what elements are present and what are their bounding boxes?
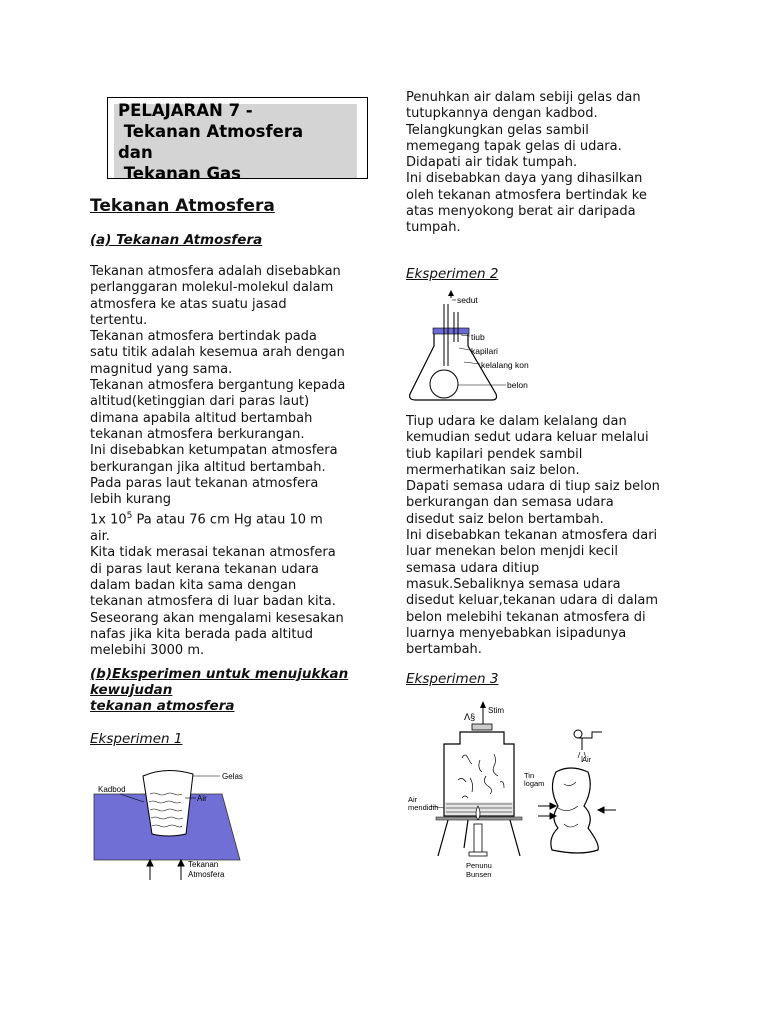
text-line: tiub kapilari pendek sambil bbox=[406, 446, 583, 462]
capillary-tubes bbox=[444, 304, 458, 366]
text-line: lebih kurang bbox=[90, 492, 172, 508]
text-line: altitud(ketinggian dari paras laut) bbox=[90, 394, 310, 410]
pressure-value-line bbox=[90, 508, 345, 529]
text-line: kemudian sedut udara keluar melalui bbox=[406, 430, 649, 446]
label-mendidih: mendidih bbox=[408, 803, 439, 812]
water-tap bbox=[574, 730, 602, 750]
text-line: oleh tekanan atmosfera bertindak ke bbox=[406, 187, 647, 203]
label-kadbod: Kadbod bbox=[98, 785, 126, 794]
label-air: Air bbox=[197, 794, 207, 803]
exp1-glass-diagram bbox=[90, 760, 250, 885]
section-a-heading: (a) Tekanan Atmosfera bbox=[90, 232, 263, 248]
text-line: Ini disebabkan daya yang dihasilkan bbox=[406, 171, 643, 187]
label-tin: Tin bbox=[524, 771, 535, 780]
right-intro-body bbox=[406, 90, 647, 237]
bunsen-burner bbox=[474, 824, 482, 854]
text-line: tertentu. bbox=[90, 312, 148, 328]
lesson-title-line: dan bbox=[118, 143, 153, 162]
text-line: mermerhatikan saiz belon. bbox=[406, 462, 580, 478]
text-line: Tekanan atmosfera bertindak pada bbox=[90, 329, 317, 345]
section-b-heading-line: (b)Eksperimen untuk menujukkan bbox=[90, 666, 349, 682]
lesson-title-line: PELAJARAN 7 - bbox=[118, 101, 253, 120]
text-line: Telangkungkan gelas sambil bbox=[406, 122, 589, 138]
section-a-body bbox=[90, 264, 345, 659]
text-line: Pada paras laut tekanan atmosfera bbox=[90, 475, 319, 491]
main-heading: Tekanan Atmosfera bbox=[90, 196, 275, 216]
label-penunu: Penunu bbox=[466, 861, 492, 870]
text-line: disedut saiz belon bertambah. bbox=[406, 511, 604, 527]
label-sedut: sedut bbox=[457, 295, 478, 305]
text-line: tutupkannya dengan kadbod. bbox=[406, 106, 598, 122]
label-stim: Stim bbox=[488, 706, 504, 715]
text-line: belon melebihi tekanan atmosfera di bbox=[406, 609, 646, 625]
text-line: Seseorang akan mengalami kesesakan bbox=[90, 610, 344, 626]
text-line: dimana apabila altitud bertambah bbox=[90, 410, 313, 426]
upward-arrows bbox=[147, 860, 184, 880]
pressure-suffix: Pa atau 76 cm Hg atau 10 m bbox=[132, 512, 323, 528]
flask-stopper bbox=[433, 328, 469, 334]
text-line: di paras laut kerana tekanan udara bbox=[90, 561, 319, 577]
text-line: tekanan atmosfera berkurangan. bbox=[90, 426, 305, 442]
text-line: berkurangan dan semasa udara bbox=[406, 495, 614, 511]
exp2-body bbox=[406, 414, 660, 658]
text-line: masuk.Sebaliknya semasa udara bbox=[406, 576, 621, 592]
label-kapilari: kapilari bbox=[471, 346, 498, 356]
section-b-heading bbox=[90, 666, 348, 714]
section-b-heading-line: kewujudan bbox=[90, 682, 173, 698]
steam-wisps: ᐱ§ bbox=[464, 712, 476, 722]
exp3-heading: Eksperimen 3 bbox=[406, 671, 499, 687]
crushed-can bbox=[551, 768, 598, 853]
exp3-can-diagram bbox=[406, 698, 618, 884]
exp2-heading: Eksperimen 2 bbox=[406, 266, 499, 282]
text-line: nafas jika kita berada pada altitud bbox=[90, 626, 313, 642]
text-line: dalam badan kita sama dengan bbox=[90, 577, 297, 593]
text-line: Dapati semasa udara di tiup saiz belon bbox=[406, 479, 660, 495]
pressure-prefix: 1x 10 bbox=[90, 512, 127, 528]
lesson-title bbox=[118, 100, 358, 179]
text-line: Tiup udara ke dalam kelalang dan bbox=[406, 414, 627, 429]
label-air-left: Air bbox=[408, 795, 418, 804]
section-b-heading-line: tekanan atmosfera bbox=[90, 698, 235, 714]
label-gelas: Gelas bbox=[222, 772, 243, 781]
label-tekanan: Tekanan bbox=[188, 860, 219, 869]
text-line: tekanan atmosfera di luar badan kita. bbox=[90, 594, 336, 610]
label-air-right: Air bbox=[582, 755, 592, 764]
lesson-title-line: Tekanan Gas bbox=[118, 164, 241, 179]
label-kelalang: kelalang kon bbox=[481, 360, 529, 370]
text-line: perlanggaran molekul-molekul dalam bbox=[90, 280, 334, 296]
text-line: bertambah. bbox=[406, 642, 482, 658]
text-line: Penuhkan air dalam sebiji gelas dan bbox=[406, 90, 641, 105]
label-atmosfera: Atmosfera bbox=[188, 870, 225, 879]
text-line: semasa udara ditiup bbox=[406, 560, 540, 576]
text-line: atmosfera ke atas suatu jasad bbox=[90, 296, 287, 312]
exp1-heading: Eksperimen 1 bbox=[90, 731, 183, 747]
pressure-exponent: 5 bbox=[126, 511, 133, 522]
text-line: Ini disebabkan ketumpatan atmosfera bbox=[90, 443, 338, 459]
text-line: Tekanan atmosfera bergantung kepada bbox=[90, 378, 346, 394]
text-line: atas menyokong berat air daripada bbox=[406, 204, 636, 220]
text-line: tumpah. bbox=[406, 220, 461, 236]
text-line: berkurangan jika altitud bertambah. bbox=[90, 459, 326, 475]
text-line: magnitud yang sama. bbox=[90, 361, 233, 377]
text-line: satu titik adalah kesemua arah dengan bbox=[90, 345, 345, 361]
lesson-title-box bbox=[107, 97, 368, 179]
text-line: luar menekan belon menjdi kecil bbox=[406, 544, 618, 560]
balloon bbox=[430, 370, 458, 398]
text-line: Tekanan atmosfera adalah disebabkan bbox=[90, 264, 341, 279]
text-line: Kita tidak merasai tekanan atmosfera bbox=[90, 545, 336, 561]
label-bunsen: Bunsen bbox=[466, 870, 492, 879]
text-line: air. bbox=[90, 529, 110, 545]
text-line: luarnya menyebabkan isipadunya bbox=[406, 625, 627, 641]
text-line: disedut keluar,tekanan udara di dalam bbox=[406, 593, 659, 609]
exp2-flask-diagram bbox=[406, 290, 556, 408]
label-logam: logam bbox=[524, 779, 545, 788]
text-line: Ini disebabkan tekanan atmosfera dari bbox=[406, 528, 658, 544]
text-line: memegang tapak gelas di udara. bbox=[406, 138, 622, 154]
lesson-title-line: Tekanan Atmosfera bbox=[118, 122, 304, 141]
label-belon: belon bbox=[507, 380, 528, 390]
text-line: Didapati air tidak tumpah. bbox=[406, 155, 578, 171]
can-cap bbox=[472, 724, 492, 730]
text-line: melebihi 3000 m. bbox=[90, 643, 205, 659]
label-tiub: tiub bbox=[471, 332, 485, 342]
